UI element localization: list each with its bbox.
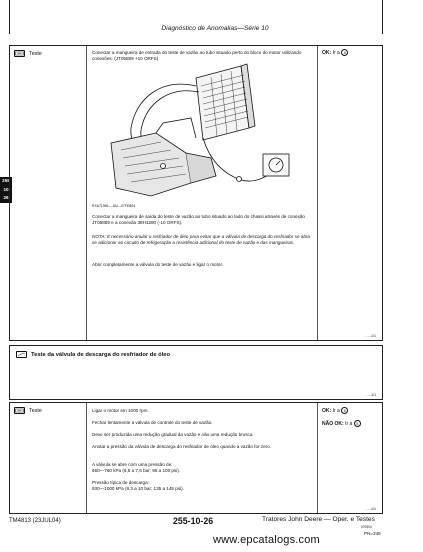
oil-cooler-hose-illustration [91,58,313,202]
typical-pressure-label: Pressão típica de descarga: [92,480,149,485]
footer-date-code: 070504 [361,525,372,529]
side-tab-line-1: 255 [2,178,10,183]
test-label-column [10,46,87,340]
opening-pressure-value: 650—760 kPa (6,5 a 7,6 bar; 95 a 100 psi). [92,468,181,473]
opening-pressure-label: A válvula se abre com uma pressão de: [92,462,173,467]
section-title [16,351,170,358]
gauge-icon [14,407,25,414]
result-ok-step-circle[interactable]: 6 [341,407,348,414]
result-ok [322,407,348,415]
test-tag-label: Teste [29,50,42,57]
test-tag [14,50,42,57]
footer-manual-id: TM4813 (23JUL04) [9,518,61,524]
result-not-ok [322,420,361,428]
page-header-title: Diagnóstico de Anomalias—Série 10 [161,25,269,32]
side-tab-line-2: 10 [3,186,9,192]
step-open-valve: Abrir completamente a válvula do teste de vazão e ligar o motor. [92,262,223,267]
step-connect-inlet: Conectar a mangueira de entrada do teste de vazão ao tubo situado perto do bloco do motor utilizando conexões. (JT05889 +10 ORFS) [92,50,302,62]
watermark: www.epcatalogs.com [213,534,320,546]
footer-manual-title: Tratores John Deere — Oper. e Testes [262,516,375,523]
step-close-valve: Fechar lentamente a válvula de controle do teste de vazão. [92,420,213,425]
footer-page-number: 255-10-26 [173,516,214,526]
test-procedure-column [87,403,318,513]
figure-caption: RXA71965 —UN—07FEB04 [92,204,136,208]
side-tab-line-3: 26 [3,195,9,200]
typical-pressure-value: 930—1000 kPa (9,3 a 10 bar; 135 a 145 psi). [92,486,184,491]
continued-marker: - - -1/1 [366,393,376,397]
continued-marker: - - -1/1 [365,334,376,338]
test-block-relief-pressure [9,402,383,514]
result-not-ok-step-circle[interactable]: 5 [354,420,361,427]
gauge-icon [14,50,25,57]
test-tag [14,407,42,414]
step-start-engine: Ligar o motor em 1000 rpm. [92,408,149,413]
note-oil-cooler: NOTA: É necessário anular o resfriador de óleo para evitar que a válvula de descarga do resfriador se abra se adicionar ao circuito de refrigeração a resistência adicional do teste de vazão e das mangueiras. [92,234,310,246]
test-procedure-column [87,46,318,340]
footer-pn: PN=245 [364,531,381,536]
result-ok-text: Ir a [332,407,340,414]
result-ok-text: Ir a [332,49,340,56]
result-ok [322,49,348,57]
step-gradual-reduction: Deve ser produzida uma redução gradual da vazão e não uma redução brusca. [92,432,254,437]
section-title-text: Teste da válvula de descarga do resfriador de óleo [31,351,171,358]
header-right-rule [382,0,383,34]
test-tag-label: Teste [29,407,42,414]
header-left-rule [9,0,10,34]
step-record-pressure: Anotar a pressão da válvula de descarga do resfriador de óleo quando a vazão for zero. [92,444,272,449]
test-result-column [318,46,383,340]
wrench-icon [16,351,27,358]
test-result-column [318,403,383,513]
result-ok-step-circle[interactable]: 5 [341,49,348,56]
step-connect-outlet: Conectar a mangueira de saída do teste de vazão ao tubo situado ao lado do chassi através de conexão JT05889 e a conexão 38H1280 (-10 ORFS). [92,214,305,226]
section-oil-cooler-relief-valve [9,345,383,400]
test-label-column [10,403,87,513]
continued-marker: - - -1/1 [365,507,376,511]
result-not-ok-text: Ir a [345,420,353,427]
test-block-flow-connection [9,45,383,341]
result-ok-label: OK: [322,407,332,414]
result-not-ok-label: NÃO OK: [322,420,344,427]
result-ok-label: OK: [322,49,332,56]
